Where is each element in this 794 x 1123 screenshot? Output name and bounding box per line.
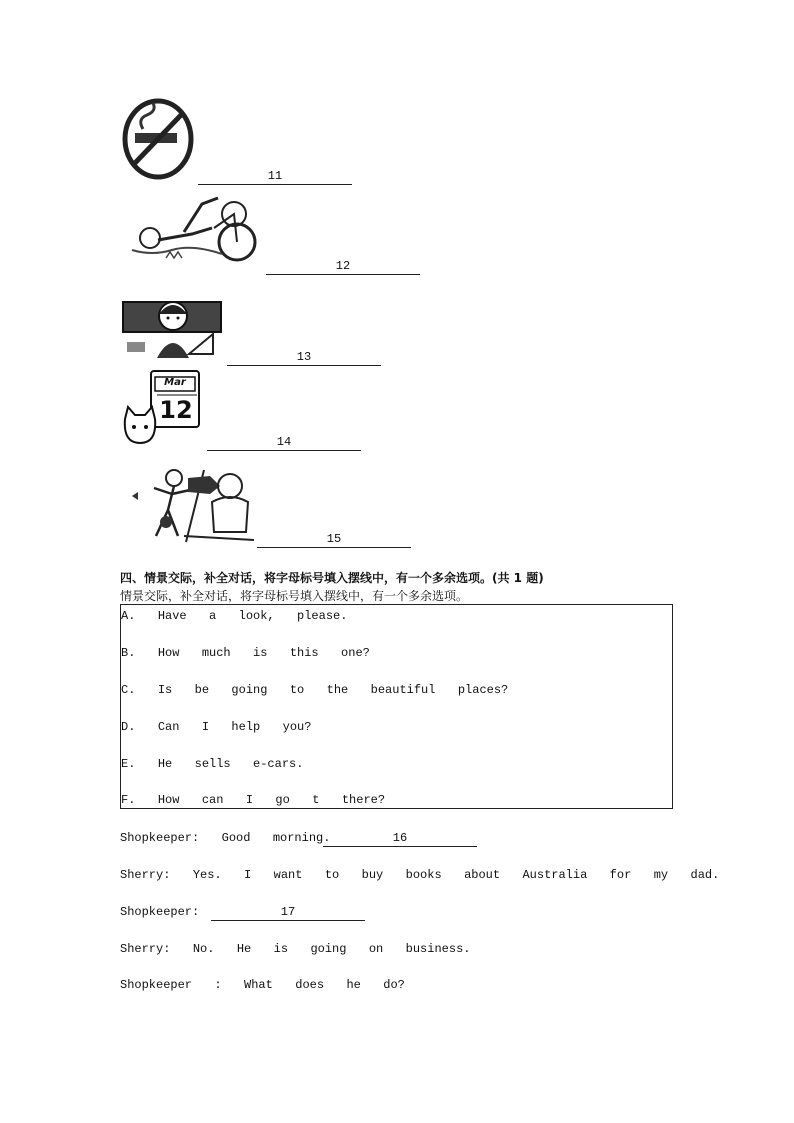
calendar-cat-icon <box>121 369 205 447</box>
section-instruction: 情景交际，补全对话，将字母标号填入摆线中，有一个多余选项。 <box>120 589 469 603</box>
speaker: Sherry: <box>120 942 171 956</box>
dialogue-line-3 <box>120 905 199 919</box>
dialogue-line-5 <box>120 978 405 992</box>
line-text: No. He is going on business. <box>192 942 471 956</box>
option-f: F. How can I go t there? <box>121 793 386 807</box>
answer-blank-11[interactable]: 11 <box>198 168 352 185</box>
dialogue-line-4 <box>120 942 470 956</box>
speaker: Shopkeeper: <box>120 831 200 845</box>
option-b: B. How much is this one? <box>121 646 370 660</box>
speaker: Shopkeeper : <box>120 978 222 992</box>
speaker: Shopkeeper: <box>120 905 200 919</box>
dialogue-line-1 <box>120 831 330 845</box>
answer-blank-14[interactable]: 14 <box>207 434 361 451</box>
section-title: 四、情景交际，补全对话，将字母标号填入摆线中，有一个多余选项。(共 1 题) <box>120 571 544 585</box>
kids-playing-badminton-icon <box>124 466 254 546</box>
answer-blank-16[interactable]: 16 <box>323 830 477 847</box>
line-text: Good morning. <box>221 831 331 845</box>
no-smoking-icon <box>121 97 195 181</box>
line-text: What does he do? <box>244 978 405 992</box>
answer-blank-12[interactable]: 12 <box>266 258 420 275</box>
option-a: A. Have a look, please. <box>121 609 348 623</box>
option-c: C. Is be going to the beautiful places? <box>121 683 509 697</box>
option-d: D. Can I help you? <box>121 720 312 734</box>
dialogue-line-2 <box>120 868 719 882</box>
calendar-month: Mar <box>164 377 186 388</box>
teacher-at-blackboard-icon <box>121 294 223 360</box>
calendar-day: 12 <box>159 396 193 424</box>
line-text: Yes. I want to buy books about Australia for my dad. <box>192 868 720 882</box>
option-e: E. He sells e-cars. <box>121 757 304 771</box>
speaker: Sherry: <box>120 868 171 882</box>
fallen-cyclist-icon <box>122 188 264 268</box>
answer-blank-15[interactable]: 15 <box>257 531 411 548</box>
answer-blank-17[interactable]: 17 <box>211 904 365 921</box>
answer-blank-13[interactable]: 13 <box>227 349 381 366</box>
options-box <box>120 604 673 809</box>
